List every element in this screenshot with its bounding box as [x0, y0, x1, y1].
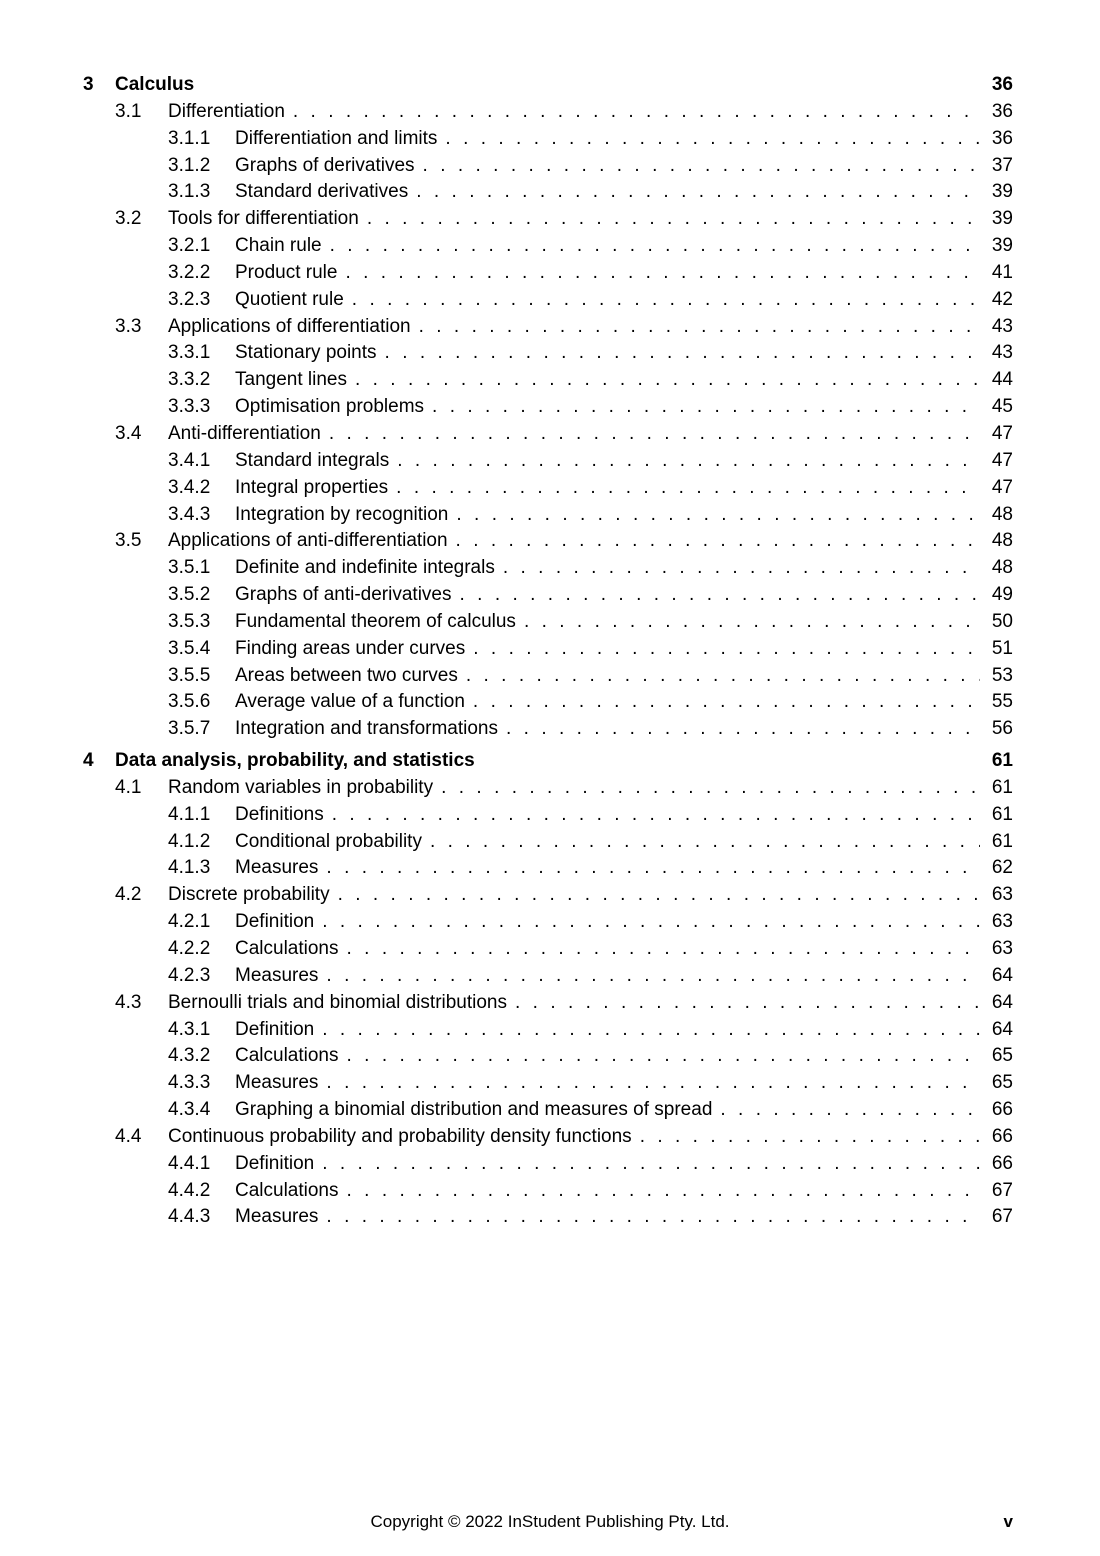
entry-title: Definite and indefinite integrals [235, 557, 495, 579]
entry-number: 4.4 [115, 1125, 142, 1147]
dot-leader [385, 340, 980, 367]
dot-leader [338, 882, 980, 909]
entry-number: 3.1 [115, 100, 142, 122]
entry-title: Definition [235, 1018, 315, 1040]
toc-entry-row [83, 287, 1013, 314]
toc-entry-row [83, 636, 1013, 663]
entry-number: 4.3 [115, 991, 142, 1013]
entry-title: Data analysis, probability, and statistics [115, 750, 475, 772]
toc-entry-row [83, 126, 1013, 153]
entry-page: 61 [991, 776, 1013, 798]
entry-title: Calculus [115, 74, 195, 95]
dot-leader [347, 936, 980, 963]
toc-entry-row [83, 716, 1013, 743]
entry-title: Integral properties [235, 476, 389, 498]
toc-entry-row [83, 1017, 1013, 1044]
entry-number: 4 [83, 750, 94, 772]
entry-title: Chain rule [235, 235, 322, 257]
entry-page: 64 [991, 964, 1013, 986]
entry-number: 4.2.1 [168, 911, 211, 933]
toc-entry-row [83, 367, 1013, 394]
entry-number: 4.3.3 [168, 1072, 211, 1094]
toc-entry-row [83, 775, 1013, 802]
entry-number: 3.5.4 [168, 637, 211, 659]
entry-title: Standard derivatives [235, 181, 409, 203]
entry-page: 66 [991, 1125, 1013, 1147]
entry-title: Differentiation and limits [235, 127, 438, 149]
dot-leader [419, 314, 980, 341]
toc-entry-row [83, 1070, 1013, 1097]
entry-page: 55 [991, 691, 1013, 713]
entry-title: Definition [235, 911, 315, 933]
dot-leader [322, 909, 980, 936]
entry-number: 4.2.3 [168, 964, 211, 986]
entry-number: 3.4.3 [168, 503, 211, 525]
toc-entry-row [83, 1204, 1013, 1231]
entry-title: Discrete probability [168, 884, 330, 906]
toc-entry-row [83, 502, 1013, 529]
toc-entry-row [83, 963, 1013, 990]
dot-leader [322, 1017, 980, 1044]
toc-chapter-row [83, 72, 1013, 99]
entry-title: Optimisation problems [235, 396, 425, 418]
entry-title: Measures [235, 1206, 319, 1228]
toc-entry-row [83, 206, 1013, 233]
toc-entry-row [83, 153, 1013, 180]
toc-entry-row [83, 936, 1013, 963]
dot-leader [640, 1124, 980, 1151]
entry-title: Stationary points [235, 342, 377, 364]
dot-leader [416, 179, 980, 206]
entry-title: Definition [235, 1152, 315, 1174]
dot-leader [332, 802, 980, 829]
toc-entry-row [83, 394, 1013, 421]
entry-number: 3 [83, 74, 94, 95]
entry-title: Fundamental theorem of calculus [235, 610, 516, 632]
dot-leader [322, 1151, 980, 1178]
entry-number: 3.3 [115, 315, 142, 337]
entry-title: Quotient rule [235, 288, 344, 310]
entry-title: Areas between two curves [235, 664, 458, 686]
dot-leader [456, 502, 979, 529]
dot-leader [524, 609, 980, 636]
entry-page: 62 [991, 857, 1013, 879]
entry-page: 47 [991, 476, 1013, 498]
entry-page: 42 [991, 288, 1013, 310]
toc-entry-row [83, 882, 1013, 909]
entry-title: Measures [235, 857, 319, 879]
dot-leader [347, 1178, 980, 1205]
entry-number: 3.3.1 [168, 342, 211, 364]
entry-number: 3.2.1 [168, 235, 211, 257]
dot-leader [720, 1097, 979, 1124]
entry-number: 4.3.4 [168, 1099, 211, 1121]
entry-page: 61 [991, 830, 1013, 852]
toc-entry-row [83, 260, 1013, 287]
dot-leader [423, 153, 980, 180]
dot-leader [515, 990, 980, 1017]
entry-page: 63 [991, 884, 1013, 906]
entry-number: 4.4.3 [168, 1206, 211, 1228]
entry-title: Differentiation [168, 100, 285, 122]
entry-title: Applications of anti-differentiation [168, 530, 448, 552]
toc-entry-row [83, 689, 1013, 716]
dot-leader [326, 963, 979, 990]
dot-leader [432, 394, 980, 421]
entry-number: 3.4.2 [168, 476, 211, 498]
dot-leader [456, 528, 980, 555]
entry-number: 3.3.2 [168, 369, 211, 391]
entry-number: 3.3.3 [168, 396, 211, 418]
entry-number: 3.5.5 [168, 664, 211, 686]
entry-page: 36 [991, 74, 1013, 95]
dot-leader [293, 99, 980, 126]
toc-entry-row [83, 99, 1013, 126]
dot-leader [506, 716, 980, 743]
entry-number: 3.4 [115, 422, 142, 444]
entry-number: 3.1.2 [168, 154, 211, 176]
dot-leader [326, 1204, 979, 1231]
entry-page: 44 [991, 369, 1013, 391]
entry-page: 67 [991, 1206, 1013, 1228]
dot-leader [396, 475, 980, 502]
toc-entry-row [83, 448, 1013, 475]
toc-entry-row [83, 855, 1013, 882]
entry-page: 50 [991, 610, 1013, 632]
entry-page: 66 [991, 1099, 1013, 1121]
entry-page: 48 [991, 530, 1013, 552]
toc-entry-row [83, 609, 1013, 636]
entry-page: 64 [991, 991, 1013, 1013]
toc-entry-row [83, 475, 1013, 502]
entry-number: 3.4.1 [168, 449, 211, 471]
dot-leader [503, 555, 980, 582]
toc-entry-row [83, 1151, 1013, 1178]
entry-title: Finding areas under curves [235, 637, 466, 659]
entry-page: 43 [991, 342, 1013, 364]
dot-leader [473, 689, 980, 716]
entry-title: Anti-differentiation [168, 422, 321, 444]
entry-page: 64 [991, 1018, 1013, 1040]
toc-chapter-row [83, 748, 1013, 775]
dot-leader [352, 287, 980, 314]
entry-number: 4.2 [115, 884, 142, 906]
entry-title: Calculations [235, 1179, 339, 1201]
entry-number: 3.5.6 [168, 691, 211, 713]
entry-title: Calculations [235, 938, 339, 959]
toc-entry-row [83, 555, 1013, 582]
dot-leader [460, 582, 980, 609]
entry-page: 45 [991, 396, 1013, 418]
entry-title: Tangent lines [235, 369, 347, 391]
entry-page: 49 [991, 584, 1013, 606]
table-of-contents [83, 72, 1013, 1231]
toc-entry-row [83, 1178, 1013, 1205]
entry-title: Graphs of derivatives [235, 154, 415, 176]
entry-number: 3.5 [115, 530, 142, 552]
toc-entry-row [83, 990, 1013, 1017]
entry-title: Graphing a binomial distribution and measures of spread [235, 1099, 713, 1121]
entry-title: Continuous probability and probability density functions [168, 1125, 632, 1147]
entry-number: 3.2 [115, 208, 142, 230]
entry-title: Measures [235, 1072, 319, 1094]
entry-page: 61 [991, 750, 1013, 772]
toc-entry-row [83, 909, 1013, 936]
entry-number: 4.3.1 [168, 1018, 211, 1040]
entry-number: 3.5.2 [168, 584, 211, 606]
entry-number: 3.5.3 [168, 610, 211, 632]
entry-page: 67 [991, 1179, 1013, 1201]
dot-leader [397, 448, 980, 475]
toc-entry-row [83, 179, 1013, 206]
toc-entry-row [83, 233, 1013, 260]
entry-title: Standard integrals [235, 449, 390, 471]
toc-entry-row [83, 421, 1013, 448]
entry-number: 4.1.3 [168, 857, 211, 879]
entry-number: 4.3.2 [168, 1045, 211, 1067]
entry-page: 47 [991, 422, 1013, 444]
entry-page: 39 [991, 235, 1013, 257]
entry-page: 43 [991, 315, 1013, 337]
entry-page: 48 [991, 557, 1013, 579]
entry-number: 3.2.3 [168, 288, 211, 310]
page-footer [0, 1512, 1100, 1536]
dot-leader [345, 260, 979, 287]
entry-page: 39 [991, 181, 1013, 203]
dot-leader [326, 855, 979, 882]
entry-number: 4.2.2 [168, 938, 211, 959]
entry-page: 65 [991, 1045, 1013, 1067]
entry-title: Measures [235, 964, 319, 986]
toc-entry-row [83, 314, 1013, 341]
page-number: v [1003, 1512, 1013, 1531]
dot-leader [430, 829, 980, 856]
toc-entry-row [83, 1097, 1013, 1124]
entry-title: Applications of differentiation [168, 315, 411, 337]
entry-number: 3.1.3 [168, 181, 211, 203]
entry-title: Integration by recognition [235, 503, 449, 525]
entry-page: 39 [991, 208, 1013, 230]
entry-page: 56 [991, 718, 1013, 740]
dot-leader [326, 1070, 979, 1097]
dot-leader [329, 421, 980, 448]
toc-entry-row [83, 1124, 1013, 1151]
dot-leader [466, 663, 980, 690]
entry-title: Graphs of anti-derivatives [235, 584, 452, 606]
entry-page: 47 [991, 449, 1013, 471]
entry-title: Integration and transformations [235, 718, 498, 740]
entry-page: 61 [991, 803, 1013, 825]
dot-leader [347, 1043, 980, 1070]
dot-leader [441, 775, 980, 802]
entry-page: 63 [991, 938, 1013, 959]
copyright-text: Copyright © 2022 InStudent Publishing Pty. Ltd. [370, 1512, 730, 1531]
entry-title: Tools for differentiation [168, 208, 359, 230]
entry-number: 4.1.1 [168, 803, 211, 825]
entry-title: Product rule [235, 261, 338, 283]
entry-number: 4.4.1 [168, 1152, 211, 1174]
toc-entry-row [83, 663, 1013, 690]
entry-page: 65 [991, 1072, 1013, 1094]
toc-entry-row [83, 1043, 1013, 1070]
entry-page: 41 [991, 261, 1013, 283]
entry-page: 48 [991, 503, 1013, 525]
entry-page: 63 [991, 911, 1013, 933]
toc-entry-row [83, 582, 1013, 609]
toc-entry-row [83, 528, 1013, 555]
entry-page: 36 [991, 100, 1013, 122]
entry-page: 66 [991, 1152, 1013, 1174]
entry-title: Definitions [235, 803, 324, 825]
dot-leader [367, 206, 980, 233]
entry-number: 4.1 [115, 776, 142, 798]
toc-entry-row [83, 340, 1013, 367]
entry-number: 4.4.2 [168, 1179, 211, 1201]
entry-page: 37 [991, 154, 1013, 176]
entry-title: Conditional probability [235, 830, 422, 852]
entry-title: Random variables in probability [168, 776, 434, 798]
dot-leader [473, 636, 980, 663]
entry-number: 3.1.1 [168, 127, 211, 149]
entry-page: 36 [991, 127, 1013, 149]
dot-leader [330, 233, 980, 260]
entry-page: 51 [991, 637, 1013, 659]
dot-leader [445, 126, 979, 153]
entry-title: Average value of a function [235, 691, 465, 713]
entry-number: 3.5.1 [168, 557, 211, 579]
entry-title: Bernoulli trials and binomial distributions [168, 991, 508, 1013]
entry-number: 3.5.7 [168, 718, 211, 740]
dot-leader [355, 367, 980, 394]
entry-number: 3.2.2 [168, 261, 211, 283]
entry-title: Calculations [235, 1045, 339, 1067]
toc-entry-row [83, 802, 1013, 829]
toc-entry-row [83, 829, 1013, 856]
entry-page: 53 [991, 664, 1013, 686]
entry-number: 4.1.2 [168, 830, 211, 852]
